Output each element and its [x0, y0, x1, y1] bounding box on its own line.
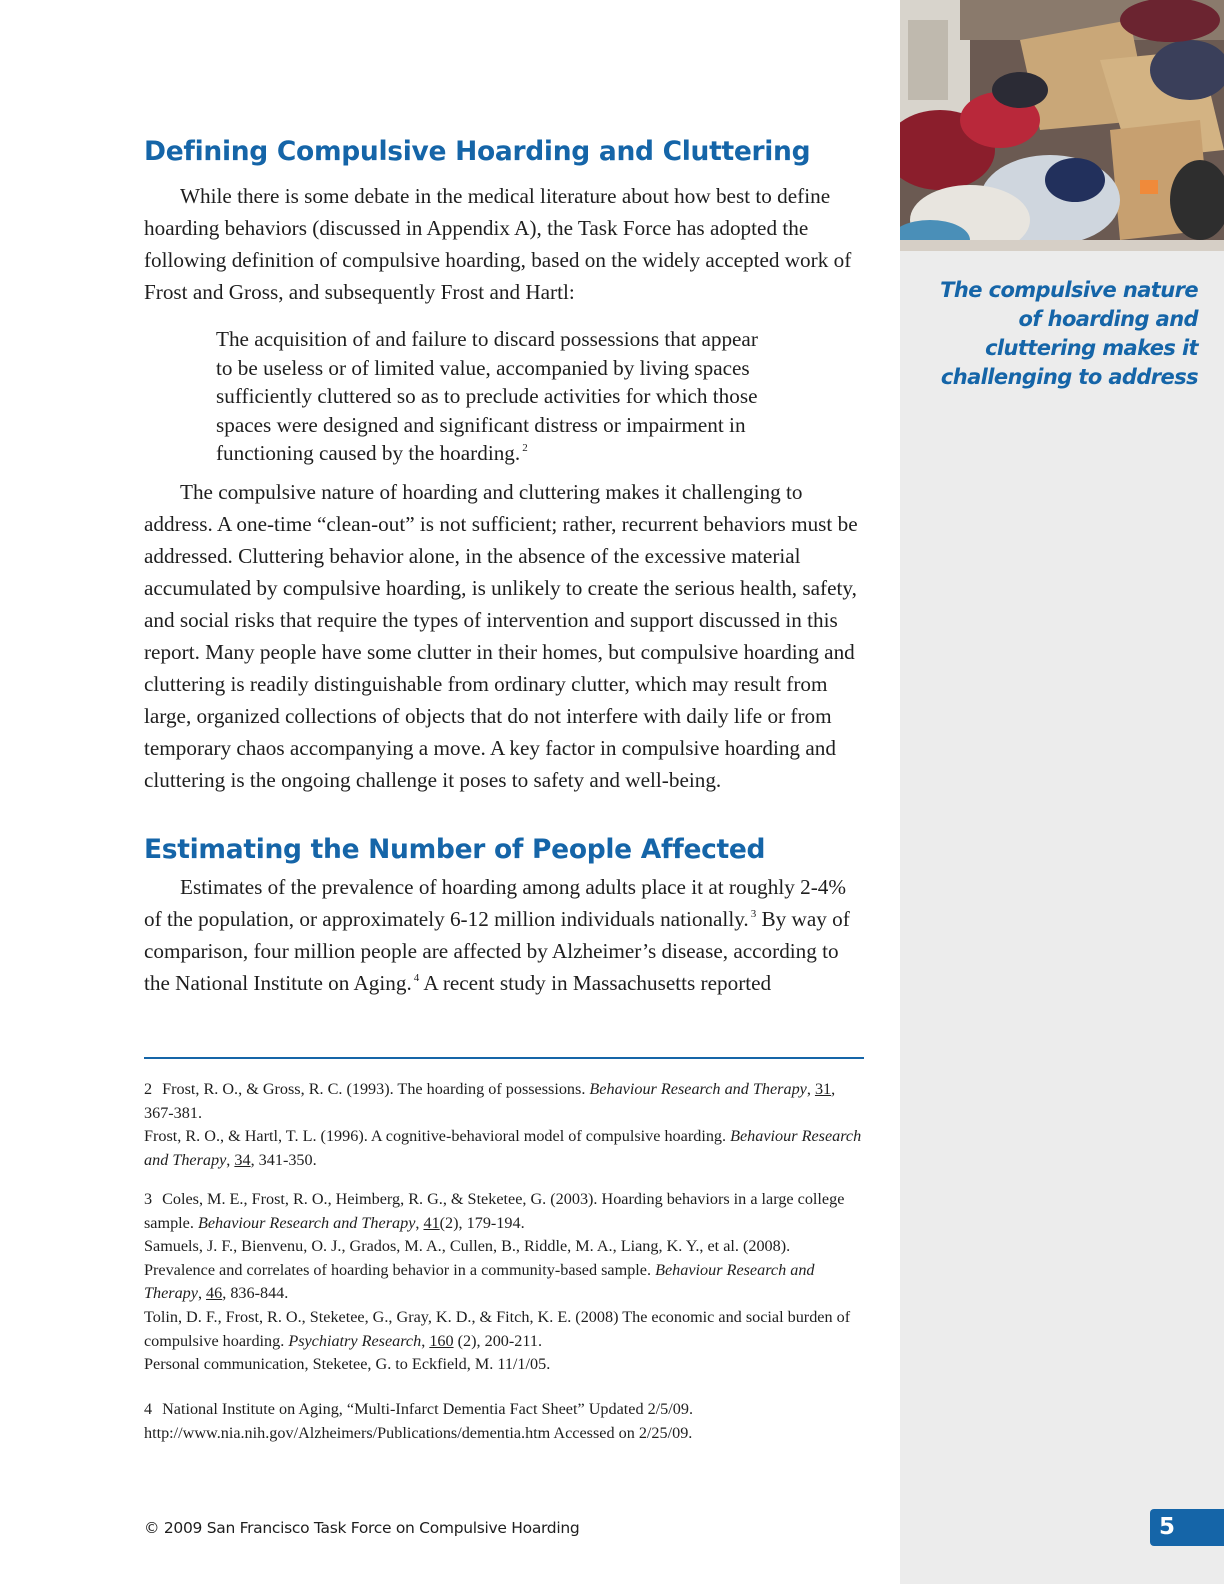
prevalence-text-b: By way of comparison, four million people are affected by Alzheimer’s disease, according to the National Institute on Aging. — [144, 907, 850, 995]
footnote-3-ref-3-journal: Psychiatry Research — [288, 1331, 422, 1350]
footnote-2-ref-2-pages: , 341-350. — [250, 1150, 317, 1169]
footnote-3-number: 3 — [144, 1190, 153, 1208]
footnote-2-ref-2-text: Frost, R. O., & Hartl, T. L. (1996). A cognitive-behavioral model of compulsive hoarding. — [144, 1127, 731, 1146]
footnote-4-text: National Institute on Aging, “Multi-Infarct Dementia Fact Sheet” Updated 2/5/09. http://www.nia.nih.gov/Alzheimers/Publications/dementia.htm Accessed on 2/25/09. — [144, 1400, 694, 1442]
footnote-3-ref-3-sep: , — [421, 1331, 430, 1350]
paragraph-compulsive-nature: The compulsive nature of hoarding and cluttering makes it challenging to address. A one-time “clean-out” is not sufficient; rather, recurrent behaviors must be addressed. Cluttering behavior alone, in the absence of the excessive material accumulated by compulsive hoarding, is unlikely to create the serious health, safety, and social risks that require the types of intervention and support discussed in this report. Many people have some clutter in their homes, but compulsive hoarding and cluttering is readily distinguishable from ordinary clutter, which may result from large, organized collections of objects that do not interfere with daily life or from temporary chaos accompanying a move. A key factor in compulsive hoarding and cluttering is the ongoing challenge it poses to safety and well-being. — [144, 480, 858, 792]
footnote-2-ref-1-sep: , — [806, 1080, 815, 1098]
footnote-3-ref-1-text: Coles, M. E., Frost, R. O., Heimberg, R. G., & Steketee, G. (2003). Hoarding behaviors in a large college sample. — [144, 1190, 845, 1232]
footnote-2-ref-2-volume: 34 — [234, 1150, 251, 1169]
prevalence-text-a: Estimates of the prevalence of hoarding among adults place it at roughly 2-4% of the population, or approximately 6-12 million individuals nationally. — [144, 875, 847, 931]
prevalence-text-c: A recent study in Massachusetts reported — [419, 971, 772, 995]
footnote-2-ref-1-journal: Behaviour Research and Therapy — [589, 1080, 807, 1098]
paragraph-prevalence — [144, 871, 864, 999]
footnote-marker-3: 3 — [750, 908, 757, 920]
footnote-2 — [144, 1078, 864, 1172]
paragraph-definition-intro: While there is some debate in the medical literature about how best to define hoarding behaviors (discussed in Appendix A), the Task Force has adopted the following definition of compulsive hoarding, based on the widely accepted work of Frost and Gross, and subsequently Frost and Hartl: — [144, 184, 852, 304]
footnote-2-ref-1-text: Frost, R. O., & Gross, R. C. (1993). The hoarding of possessions. — [162, 1080, 590, 1098]
footnote-3-ref-2-pages: , 836-844. — [222, 1284, 289, 1303]
footnote-2-ref-1-pages: , 367-381. — [144, 1080, 836, 1122]
section-heading-estimating: Estimating the Number of People Affected — [144, 834, 766, 865]
footnote-3-ref-2-sep: , — [197, 1284, 207, 1303]
footnote-3-ref-4: Personal communication, Steketee, G. to Eckfield, M. 11/1/05. — [144, 1355, 551, 1374]
footnote-2-ref-1-volume: 31 — [814, 1080, 832, 1098]
footnote-3-ref-1-pages: (2), 179-194. — [439, 1213, 525, 1232]
footnote-3-ref-3-pages: (2), 200-211. — [453, 1331, 543, 1350]
cluttered-room-photo — [900, 0, 1224, 251]
pull-quote: The compulsive nature of hoarding and cluttering makes it challenging to address — [940, 278, 1198, 389]
footnote-3-ref-1-journal: Behaviour Research and Therapy — [197, 1213, 416, 1232]
footnote-3 — [144, 1188, 864, 1377]
footnote-2-number: 2 — [144, 1080, 153, 1098]
footnote-marker-4: 4 — [413, 972, 420, 984]
section-heading-defining: Defining Compulsive Hoarding and Cluttering — [144, 136, 811, 167]
footnote-divider — [144, 1057, 864, 1059]
footnote-3-ref-2 — [144, 1235, 864, 1306]
footnote-2-ref-2-sep: , — [226, 1150, 235, 1169]
footer-copyright: © 2009 San Francisco Task Force on Compulsive Hoarding — [144, 1519, 580, 1537]
footnote-marker-2: 2 — [522, 442, 528, 455]
footnote-4-number: 4 — [144, 1400, 153, 1418]
footnote-2-ref-2 — [144, 1125, 864, 1172]
footnote-3-ref-2-volume: 46 — [206, 1284, 223, 1303]
footnote-3-ref-1-sep: , — [415, 1213, 424, 1232]
page-number: 5 — [1158, 1514, 1175, 1540]
footnote-3-ref-1-volume: 41 — [423, 1213, 440, 1232]
page-number-badge — [1150, 1509, 1224, 1546]
footnote-4-ref-1 — [144, 1398, 864, 1445]
footnote-3-ref-2-journal: Behaviour Research and Therapy — [144, 1260, 815, 1303]
definition-blockquote — [216, 325, 776, 468]
footnote-3-ref-3-text: Tolin, D. F., Frost, R. O., Steketee, G., Gray, K. D., & Fitch, K. E. (2008) The economic and social burden of compulsive hoarding. — [144, 1307, 851, 1350]
footnote-3-ref-1 — [144, 1188, 864, 1235]
footnote-2-ref-1 — [144, 1078, 864, 1125]
footnote-3-ref-2-text: Samuels, J. F., Bienvenu, O. J., Grados, M. A., Cullen, B., Riddle, M. A., Liang, K. Y., et al. (2008). Prevalence and correlates of hoarding behavior in a community-based sample. — [144, 1237, 791, 1279]
footnote-3-ref-3 — [144, 1306, 864, 1353]
footnote-3-ref-3-volume: 160 — [429, 1331, 454, 1350]
footnote-2-ref-2-journal: Behaviour Research and Therapy — [144, 1127, 862, 1169]
footnote-4 — [144, 1398, 864, 1445]
blockquote-text: The acquisition of and failure to discard possessions that appear to be useless or of limited value, accompanied by living spaces sufficiently cluttered so as to preclude activities for which those spaces were designed and significant distress or impairment in functioning caused by the hoarding. — [216, 327, 758, 466]
